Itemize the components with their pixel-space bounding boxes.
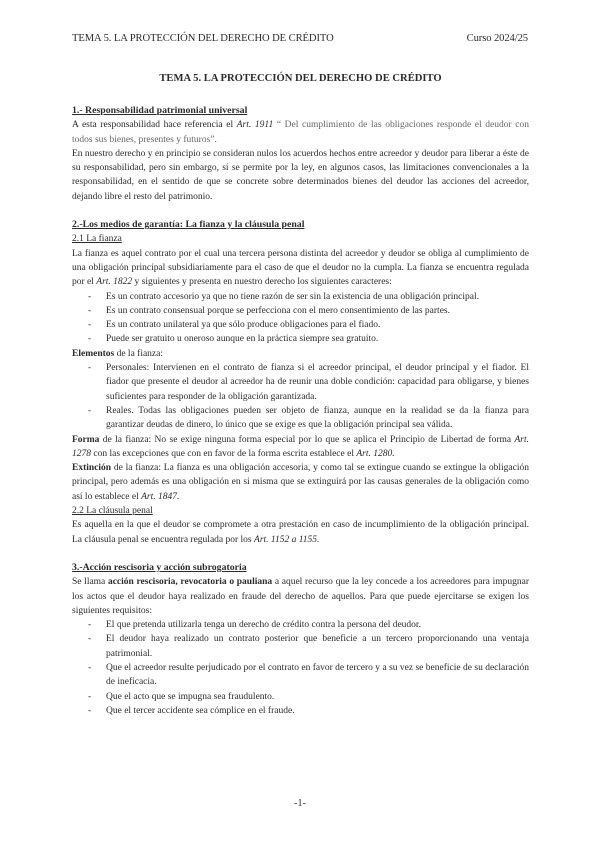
section-2-heading: 2.-Los medios de garantía: La fianza y la cláusula penal	[72, 219, 305, 231]
section-1-paragraph-2: En nuestro derecho y en principio se consideran nulos los acuerdos hechos entre acreedor y deudor para liberar a éste de su responsabilidad, pero sin embargo, sí se permite por la ley, en algunos casos, las limitaciones convencionales a la responsabilidad, en el sentido de que se concrete sobre determinados bienes del deudor las acciones del acreedor, dejando libre el resto del patrimonio.	[72, 148, 529, 202]
text-run: Se llama	[72, 577, 108, 588]
list-item: - Que el acto que se impugna sea fraudulento.	[72, 690, 529, 704]
article-ref: Art. 1911	[236, 120, 274, 131]
list-item: - El que pretenda utilizarla tenga un derecho de crédito contra la persona del deudor.	[72, 618, 529, 632]
text-run: y siguientes y presenta en nuestro derecho los siguientes caracteres:	[132, 277, 392, 288]
list-item: - Es un contrato unilateral ya que sólo produce obligaciones para el fiado.	[72, 318, 529, 332]
page-title: TEMA 5. LA PROTECCIÓN DEL DERECHO DE CRÉDITO	[159, 73, 442, 84]
list-item: - El deudor haya realizado un contrato posterior que beneficie a un tercero proporcionando una ventaja patrimonial.	[72, 632, 529, 661]
bold-term: acción rescisoria, revocatoria o pauliana	[107, 577, 273, 588]
characteristics-list	[72, 290, 529, 347]
text-run: a aquel recurso que la ley concede a los acreedores para impugnar los actos que el deudor haya realizado en fraude del derecho de aquellos. Para que puede ejercitarse se exigen los siguientes requisitos:	[72, 577, 529, 616]
header-title: TEMA 5. LA PROTECCIÓN DEL DERECHO DE CRÉDITO	[72, 33, 334, 44]
elements-list	[72, 361, 529, 432]
bold-term: Forma	[72, 434, 100, 445]
section-1-heading: 1.- Responsabilidad patrimonial universal	[72, 105, 248, 116]
section-3-paragraph	[72, 575, 529, 618]
article-ref: Art. 1822	[96, 277, 133, 288]
text-run: A esta responsabilidad hace referencia el	[72, 120, 237, 131]
article-ref: Art. 1152 a 1155.	[254, 534, 320, 545]
list-item: - Es un contrato consensual porque se perfecciona con el mero consentimiento de las partes.	[72, 304, 529, 318]
header-course: Curso 2024/25	[466, 33, 528, 44]
bold-term: Elementos	[72, 348, 115, 359]
text-run: de la fianza: La fianza es una obligación accesoria, y como tal se extingue cuando se extingue la obligación principal, pero además es una obligación en si misma que se extinguirá por las causas generales de la obligación como así lo establece el	[72, 463, 529, 502]
text-run: La fianza es aquel contrato por el cual una tercera persona distinta del acreedor y deudor se obliga al cumplimiento de una obligación principal subsidiariamente para el caso de que el deudor no la cumpla. La fianza se encuentra regulada por el	[72, 248, 529, 288]
bold-term: Extinción	[72, 463, 112, 474]
extincion-paragraph	[72, 461, 529, 504]
article-ref: Art. 1847.	[141, 491, 180, 502]
article-ref: Art. 1280.	[356, 448, 395, 459]
requirements-list	[72, 618, 529, 718]
document-body	[72, 72, 529, 718]
section-2-1-paragraph	[72, 247, 529, 290]
page-number: -1-	[294, 798, 306, 809]
section-3-heading: 3.-Acción rescisoria y acción subrogatoria	[72, 561, 247, 573]
list-item: - Que el tercer accidente sea cómplice en el fraude.	[72, 704, 529, 718]
section-1-paragraph-1	[72, 118, 529, 147]
list-item: - Puede ser gratuito u oneroso aunque en la práctica siempre sea gratuito.	[72, 332, 529, 346]
elements-intro	[72, 347, 529, 361]
section-2-2-paragraph	[72, 518, 529, 547]
subsection-2-1-heading: 2.1 La fianza	[72, 234, 122, 245]
list-item: - Es un contrato accesorio ya que no tiene razón de ser sin la existencia de una obligación principal.	[72, 290, 529, 304]
forma-paragraph	[72, 433, 529, 462]
list-item: - Reales. Todas las obligaciones pueden ser objeto de fianza, aunque en la realidad se da la fianza para garantizar deudas de dinero, lo único que se exige es que la obligación principal sea válida.	[72, 404, 529, 433]
quote-text: “ Del cumplimiento de las obligaciones responde el deudor con todos sus bienes, presentes y futuros”.	[72, 120, 530, 145]
page-header	[72, 33, 528, 44]
text-run: Es aquella en la que el deudor se compromete a otra prestación en caso de incumplimiento de la obligación principal. La cláusula penal se encuentra regulada por los	[72, 520, 529, 545]
list-item: - Personales: Intervienen en el contrato de fianza si el acreedor principal, el deudor principal y el fiador. El fiador que presente el deudor al acreedor ha de reunir una doble condición: capacidad para obligarse, y bienes suficientes para responder de la obligación garantizada.	[72, 361, 529, 404]
list-item: - Que el acreedor resulte perjudicado por el contrato en favor de tercero y a su vez se beneficie de su declaración de ineficacia.	[72, 661, 529, 690]
text-run: de la fianza:	[114, 348, 164, 359]
text-run: con las excepciones que con en favor de la forma escrita establece el	[91, 448, 357, 459]
subsection-2-2-heading: 2.2 La cláusula penal	[72, 506, 153, 517]
text-run: de la fianza: No se exige ninguna forma especial por lo que se aplica el Principio de Libertad de forma	[99, 434, 515, 445]
article-ref: Art. 1278	[72, 434, 529, 459]
